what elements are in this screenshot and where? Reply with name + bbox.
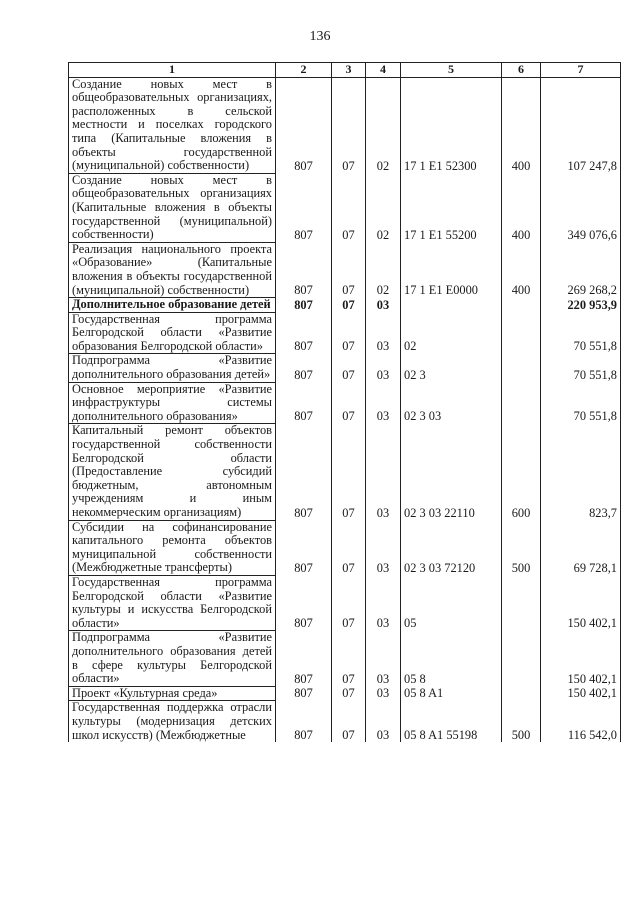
table-row — [69, 575, 621, 630]
ministry-code: 807 — [276, 686, 332, 701]
amount: 150 402,1 — [541, 575, 621, 630]
item-name: Создание новых мест в общеобразовательных организациях, расположенных в сельской местности и поселках городского типа (Капитальные вложения в объекты государственной (муниципальной) собственности) — [69, 77, 276, 173]
subsection-code: 03 — [366, 382, 401, 424]
table-row — [69, 312, 621, 354]
item-name: Реализация национального проекта «Образование» (Капитальные вложения в объекты государственной (муниципальной) собственности) — [69, 242, 276, 297]
section-code: 07 — [332, 575, 366, 630]
target-article-code: 02 — [401, 312, 502, 354]
ministry-code: 807 — [276, 77, 332, 173]
target-article-code: 02 3 03 72120 — [401, 520, 502, 575]
section-code: 07 — [332, 354, 366, 382]
target-article-code: 02 3 03 — [401, 382, 502, 424]
subsection-code: 03 — [366, 424, 401, 520]
expense-type-code — [502, 312, 541, 354]
table-row — [69, 686, 621, 701]
budget-table — [68, 62, 621, 742]
ministry-code: 807 — [276, 631, 332, 686]
target-article-code: 05 8 A1 — [401, 686, 502, 701]
target-article-code: 17 1 E1 52300 — [401, 77, 502, 173]
ministry-code: 807 — [276, 312, 332, 354]
subsection-code: 03 — [366, 575, 401, 630]
target-article-code: 17 1 E1 E0000 — [401, 242, 502, 297]
target-article-code: 05 8 — [401, 631, 502, 686]
amount: 70 551,8 — [541, 382, 621, 424]
expense-type-code — [502, 631, 541, 686]
column-header-1: 1 — [69, 63, 276, 78]
expense-type-code — [502, 298, 541, 313]
item-name: Подпрограмма «Развитие дополнительного образования детей» — [69, 354, 276, 382]
ministry-code: 807 — [276, 354, 332, 382]
table-row — [69, 631, 621, 686]
table-row — [69, 77, 621, 173]
item-name: Проект «Культурная среда» — [69, 686, 276, 701]
page-number: 136 — [309, 29, 331, 44]
ministry-code: 807 — [276, 424, 332, 520]
expense-type-code: 400 — [502, 173, 541, 242]
table-row — [69, 424, 621, 520]
table-row — [69, 242, 621, 297]
target-article-code: 05 8 A1 55198 — [401, 701, 502, 742]
subsection-code: 03 — [366, 298, 401, 313]
expense-type-code: 500 — [502, 520, 541, 575]
ministry-code: 807 — [276, 520, 332, 575]
amount: 823,7 — [541, 424, 621, 520]
expense-type-code — [502, 382, 541, 424]
column-header-5: 5 — [401, 63, 502, 78]
section-code: 07 — [332, 520, 366, 575]
section-code: 07 — [332, 242, 366, 297]
subsection-code: 03 — [366, 631, 401, 686]
subsection-code: 03 — [366, 520, 401, 575]
section-code: 07 — [332, 424, 366, 520]
amount: 70 551,8 — [541, 312, 621, 354]
item-name: Подпрограмма «Развитие дополнительного образования детей в сфере культуры Белгородской области» — [69, 631, 276, 686]
item-name: Основное мероприятие «Развитие инфраструктуры системы дополнительного образования» — [69, 382, 276, 424]
ministry-code: 807 — [276, 173, 332, 242]
subsection-code: 03 — [366, 686, 401, 701]
item-name: Государственная поддержка отрасли культуры (модернизация детских школ искусств) (Межбюджетные — [69, 701, 276, 742]
section-code: 07 — [332, 77, 366, 173]
subsection-code: 02 — [366, 77, 401, 173]
section-code: 07 — [332, 382, 366, 424]
column-header-3: 3 — [332, 63, 366, 78]
column-header-7: 7 — [541, 63, 621, 78]
amount: 107 247,8 — [541, 77, 621, 173]
target-article-code: 02 3 03 22110 — [401, 424, 502, 520]
section-code: 07 — [332, 701, 366, 742]
expense-type-code: 400 — [502, 77, 541, 173]
section-code: 07 — [332, 173, 366, 242]
amount: 269 268,2 — [541, 242, 621, 297]
amount: 116 542,0 — [541, 701, 621, 742]
column-header-2: 2 — [276, 63, 332, 78]
target-article-code: 02 3 — [401, 354, 502, 382]
table-row — [69, 354, 621, 382]
expense-type-code: 600 — [502, 424, 541, 520]
section-code: 07 — [332, 312, 366, 354]
subsection-code: 03 — [366, 701, 401, 742]
subsection-code: 02 — [366, 173, 401, 242]
target-article-code — [401, 298, 502, 313]
table-row — [69, 382, 621, 424]
expense-type-code — [502, 575, 541, 630]
amount: 220 953,9 — [541, 298, 621, 313]
column-header-6: 6 — [502, 63, 541, 78]
ministry-code: 807 — [276, 701, 332, 742]
target-article-code: 17 1 E1 55200 — [401, 173, 502, 242]
item-name: Дополнительное образование детей — [69, 298, 276, 313]
ministry-code: 807 — [276, 242, 332, 297]
section-code: 07 — [332, 631, 366, 686]
subsection-code: 03 — [366, 354, 401, 382]
ministry-code: 807 — [276, 575, 332, 630]
subsection-code: 03 — [366, 312, 401, 354]
expense-type-code — [502, 354, 541, 382]
header-row — [69, 63, 621, 78]
amount: 150 402,1 — [541, 686, 621, 701]
expense-type-code — [502, 686, 541, 701]
item-name: Капитальный ремонт объектов государственной собственности Белгородской области (Предоставление субсидий бюджетным, автономным учреждениям и иным некоммерческим организациям) — [69, 424, 276, 520]
section-code: 07 — [332, 298, 366, 313]
amount: 69 728,1 — [541, 520, 621, 575]
column-header-4: 4 — [366, 63, 401, 78]
table-row — [69, 173, 621, 242]
target-article-code: 05 — [401, 575, 502, 630]
subsection-code: 02 — [366, 242, 401, 297]
expense-type-code: 400 — [502, 242, 541, 297]
ministry-code: 807 — [276, 382, 332, 424]
amount: 150 402,1 — [541, 631, 621, 686]
ministry-code: 807 — [276, 298, 332, 313]
table-row — [69, 520, 621, 575]
amount: 70 551,8 — [541, 354, 621, 382]
table-row — [69, 298, 621, 313]
table-row — [69, 701, 621, 742]
item-name: Субсидии на софинансирование капитального ремонта объектов муниципальной собственности (Межбюджетные трансферты) — [69, 520, 276, 575]
section-code: 07 — [332, 686, 366, 701]
amount: 349 076,6 — [541, 173, 621, 242]
item-name: Государственная программа Белгородской области «Развитие образования Белгородской области» — [69, 312, 276, 354]
expense-type-code: 500 — [502, 701, 541, 742]
item-name: Создание новых мест в общеобразовательных организациях (Капитальные вложения в объекты государственной (муниципальной) собственности) — [69, 173, 276, 242]
item-name: Государственная программа Белгородской области «Развитие культуры и искусства Белгородской области» — [69, 575, 276, 630]
